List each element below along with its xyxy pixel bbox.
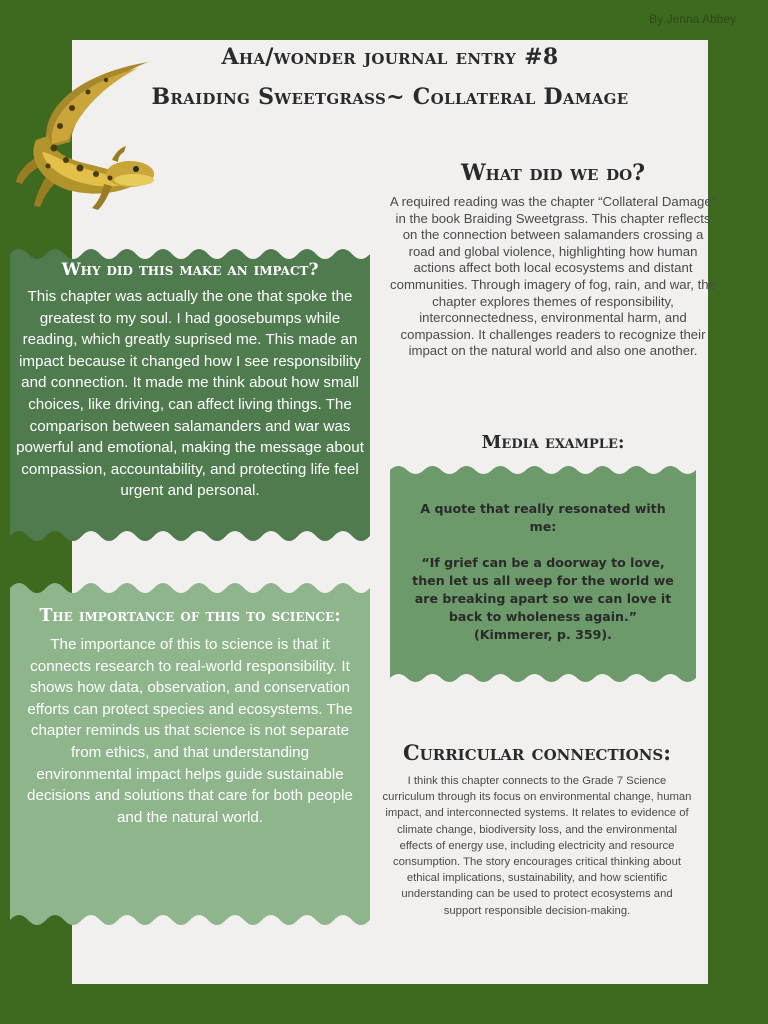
science-heading: The importance of this to science: xyxy=(39,606,341,626)
media-quote: “If grief can be a doorway to love, then let us all weep for the world we are breaking apart so we can love it back to wholeness again.” (Kimmerer, p. 359). xyxy=(412,555,674,642)
curricular-text: I think this chapter connects to the Grade 7 Science curriculum through its focus on environmental change, human impact, and interconnected systems. It relates to evidence of climate change, biodiversity loss, and the environmental effects of energy use, including electricity and resource consumption. The story encourages critical thinking about ethical implications, sustainability, and how scientific understanding can be used to protect ecosystems and support responsible decision-making. xyxy=(382,775,692,917)
what-heading: What did we do? xyxy=(460,160,646,186)
science-text: The importance of this to science is that it connects research to real-world responsibility. It shows how data, observation, and conservation efforts can protect species and ecosystems. The chapter reminds us that science is not separate from ethics, and that understanding environmental impact helps guide sustainable decisions and solutions that care for both people and the natural world. xyxy=(27,636,353,826)
media-section xyxy=(390,462,696,686)
page-title: Aha/wonder journal entry #8 xyxy=(221,44,559,70)
media-heading: Media example: xyxy=(481,432,625,453)
salamander-illustration xyxy=(8,56,156,224)
curricular-heading: Curricular connections: xyxy=(402,740,672,765)
page-subtitle: Braiding Sweetgrass~ Collateral Damage xyxy=(151,84,629,110)
why-section xyxy=(10,244,370,546)
science-section xyxy=(10,578,370,930)
author-credit: By Jenna Abbey xyxy=(649,12,736,26)
what-text: A required reading was the chapter “Collateral Damage” in the book Braiding Sweetgrass. This chapter reflects on the connection between salamanders crossing a road and global violence, highlighting how human actions affect both local ecosystems and distant communities. Through imagery of fog, rain, and war, the chapter explores themes of responsibility, interconnectedness, environmental harm, and compassion. It challenges readers to recognize their impact on the natural world and also one another. xyxy=(389,194,717,359)
why-heading: Why did this make an impact? xyxy=(61,260,319,280)
why-text: This chapter was actually the one that spoke the greatest to my soul. I had goosebumps while reading, which greatly suprised me. This made an impact because it changed how I see responsibility and connection. It made me think about how small choices, like driving, can affect living things. The comparison between salamanders and war was powerful and emotional, making the message about compassion, accountability, and protecting life feel urgent and personal. xyxy=(16,288,364,500)
media-intro: A quote that really resonated with me: xyxy=(420,501,666,534)
